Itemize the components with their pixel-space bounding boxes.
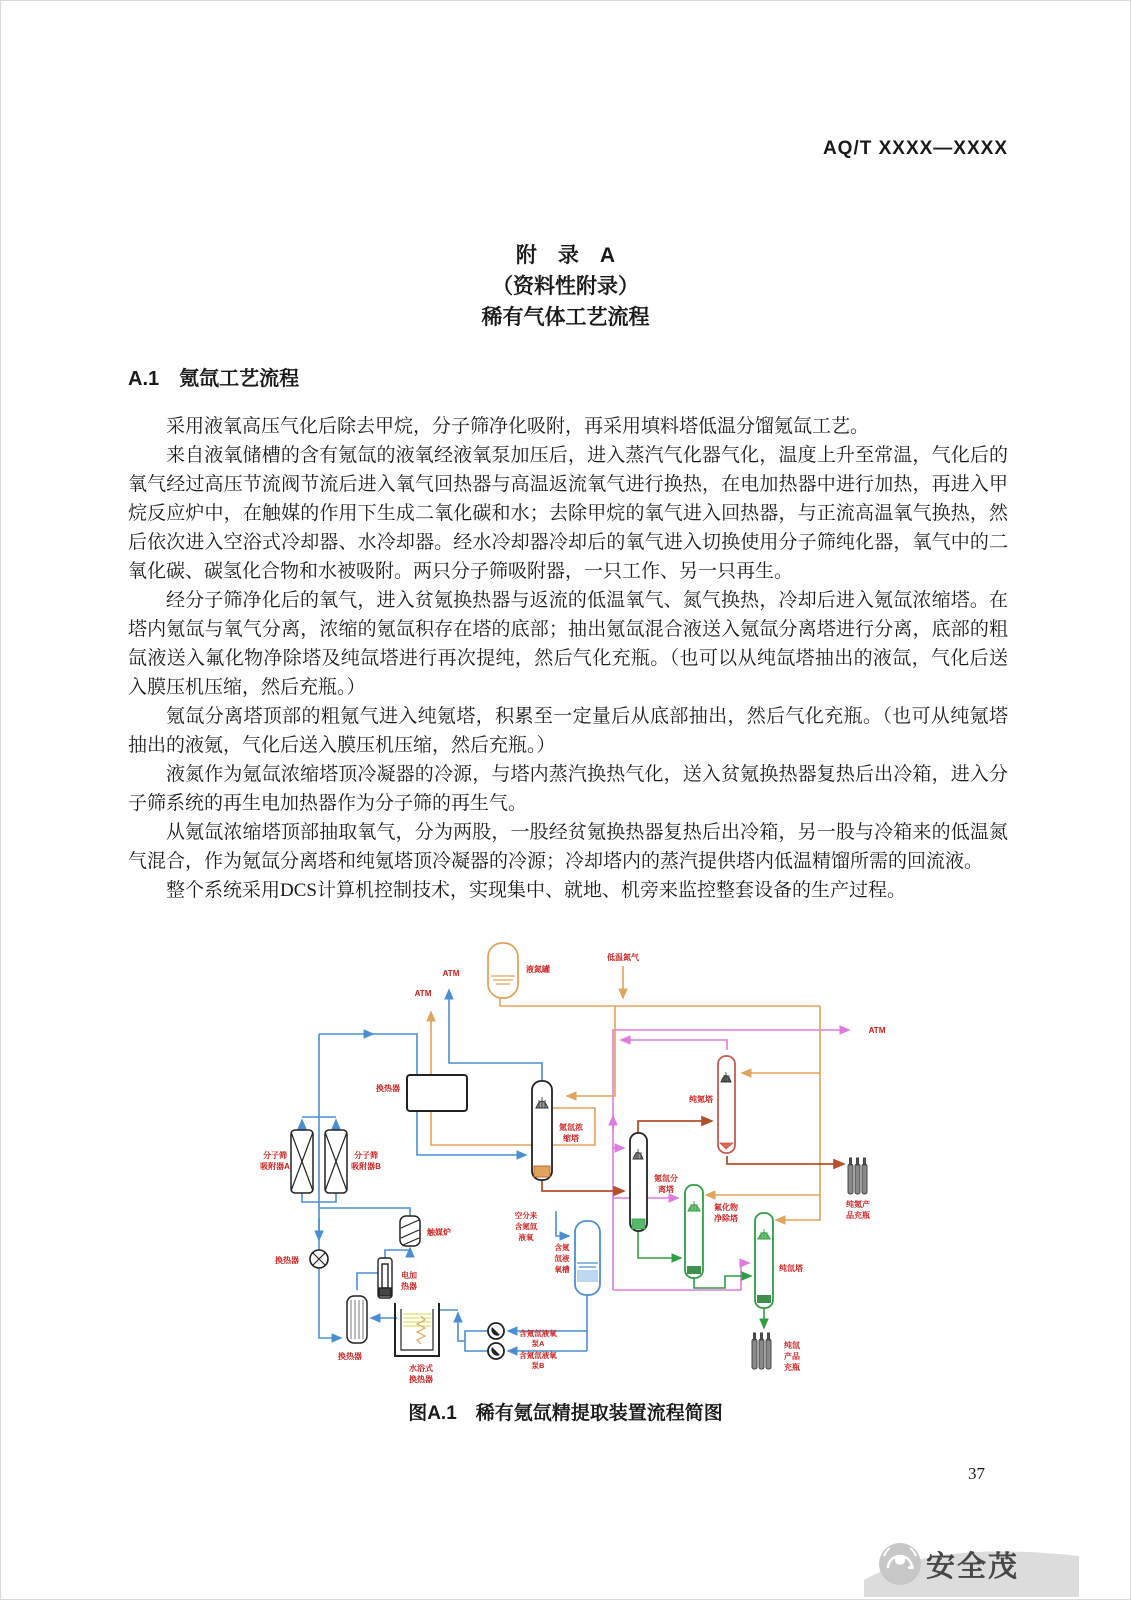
body-text [128,412,1008,905]
appendix-title-line2: （资料性附录） [492,275,639,298]
lox-tank-label2: 氙液 [554,1254,570,1263]
liquid-oxygen-pump-a [488,1323,504,1339]
brand-name: 安全茂 [926,1551,1020,1583]
pump-a-label2: 泵A [531,1339,545,1348]
fluoride-column-label: 氟化物 [714,1203,738,1212]
pump-b-label2: 泵B [531,1361,545,1370]
feed-label: 空分来 [514,1211,538,1220]
paragraph: 采用液氧高压气化后除去甲烷，分子筛净化吸附，再采用填料塔低温分馏氪氙工艺。 [166,416,870,437]
molecular-sieve-adsorber-a [291,1130,313,1193]
paragraph: 整个系统采用DCS计算机控制技术，实现集中、就地、机旁来监控整套设备的生产过程。 [166,880,906,901]
feed-label3: 液氧 [518,1233,534,1242]
catalyst-furnace-label: 触媒炉 [427,1228,451,1237]
ms-adsorber-a-label: 分子筛 [263,1151,287,1160]
pure-xenon-column [755,1213,773,1308]
liquid-nitrogen-tank-label: 液氮罐 [526,965,550,974]
main-heat-exchanger [407,1075,467,1111]
liquid-nitrogen-tank [488,943,518,998]
appendix-title-line1: 附 录 A [515,244,616,267]
appendix-title [0,240,1131,333]
paragraph: 从氪氙浓缩塔顶部抽取氧气，分为两股，一股经贫氪换热器复热后出冷箱，另一股与冷箱来的低温氮气混合，作为氪氙分离塔和纯氪塔顶冷凝器的冷源；冷却塔内的蒸汽提供塔内低温精馏所需的回流液。 [128,822,1008,872]
concentration-column-label2: 缩塔 [563,1134,579,1143]
separation-column-label: 氪氙分 [654,1174,678,1183]
air-cooler-label: 换热器 [275,1256,299,1265]
cold-nitrogen-label: 低温氮气 [607,953,639,962]
xenon-product-bottles [752,1333,771,1369]
atm-left-label: ATM [414,989,432,998]
electric-heater-label2: 热器 [401,1282,417,1291]
kr-xe-concentration-column [532,1081,552,1180]
appendix-title-line3: 稀有气体工艺流程 [481,306,650,329]
pure-krypton-column [718,1056,735,1153]
krypton-product-label2: 品充瓶 [846,1211,870,1220]
section-heading: A.1 氪氙工艺流程 [128,368,300,390]
atm-mid-label: ATM [442,969,460,978]
pure-krypton-column-label: 纯氪塔 [689,1095,713,1104]
feed-label2: 含氪氙 [514,1222,538,1231]
main-heat-exchanger-label: 换热器 [376,1084,400,1093]
page-number: 37 [968,1464,985,1483]
concentration-column-label: 氪氙浓 [559,1123,583,1132]
liquid-oxygen-pump-b [488,1343,504,1359]
molecular-sieve-adsorber-b [325,1130,347,1193]
pump-a-label: 含氪氙液氧 [519,1329,557,1338]
figure-caption: 图A.1 稀有氪氙精提取装置流程简图 [408,1403,723,1424]
paragraph: 经分子筛净化后的氧气，进入贫氪换热器与返流的低温氧气、氮气换热，冷却后进入氪氙浓缩塔。在塔内氪氙与氧气分离，浓缩的氪氙积存在塔的底部；抽出氪氙混合液送入氪氙分离塔进行分离，底部的粗氙液送入氟化物净除塔及纯氙塔进行再次提纯，然后气化充瓶。（也可以从纯氙塔抽出的液氙，气化后送入膜压机压缩，然后充瓶。） [128,590,1008,698]
pure-xenon-column-label: 纯氙塔 [779,1264,803,1273]
flow-diagram-svg [225,918,905,1388]
water-bath-heat-exchanger [395,1303,439,1356]
doc-code: AQ/T XXXX—XXXX [822,138,1008,159]
catalyst-furnace [400,1216,420,1246]
ms-adsorber-b-label2: 吸附器B [351,1162,381,1171]
electric-heater-label: 电加 [401,1271,417,1280]
kr-xe-liquid-oxygen-tank [575,1221,600,1295]
electric-heater [378,1258,392,1298]
fluoride-removal-column [685,1185,703,1278]
orange-nitrogen-lines [431,966,820,1220]
watermark [864,1522,1079,1597]
lox-tank-label3: 氧槽 [554,1265,570,1274]
kr-xe-separation-column [630,1133,647,1231]
lox-tank-label: 含氪 [554,1243,570,1252]
water-bath-label2: 换热器 [409,1375,433,1384]
fluoride-column-label2: 净除塔 [714,1214,738,1223]
separation-column-label2: 离塔 [658,1185,674,1194]
process-flow-diagram [225,918,905,1388]
atm-right-label: ATM [868,1026,886,1035]
krypton-product-bottles [848,1158,867,1194]
paragraph: 来自液氧储槽的含有氪氙的液氧经液氧泵加压后，进入蒸汽气化器气化，温度上升至常温，气化后的氧气经过高压节流阀节流后进入氧气回热器与高温返流氧气进行换热，在电加热器中进行加热，再进入甲烷反应炉中，在触媒的作用下生成二氧化碳和水；去除甲烷的氧气进入回热器，与正流高温氧气换热，然后依次进入空浴式冷却器、水冷却器。经水冷却器冷却后的氧气进入切换使用分子筛纯化器，氧气中的二氧化碳、碳氢化合物和水被吸附。两只分子筛吸附器，一只工作、另一只再生。 [128,445,1008,582]
shell-tube-hx-label: 换热器 [338,1352,362,1361]
air-cooler [310,1250,328,1268]
krypton-product-label: 纯氪产 [846,1200,870,1209]
xenon-product-label2: 产品 [784,1352,800,1361]
ms-adsorber-a-label2: 吸附器A [260,1162,290,1171]
xenon-product-label: 纯氙 [784,1341,800,1350]
ms-adsorber-b-label: 分子筛 [354,1151,378,1160]
water-bath-label: 水浴式 [409,1364,433,1373]
shell-tube-heat-exchanger [347,1296,367,1343]
brown-krypton-xenon-lines [542,1121,844,1191]
xenon-product-label3: 充瓶 [784,1363,800,1372]
paragraph: 氪氙分离塔顶部的粗氪气进入纯氪塔，积累至一定量后从底部抽出，然后气化充瓶。（也可从纯氪塔抽出的液氪，气化后送入膜压机压缩，然后充瓶。） [128,706,1008,756]
pump-b-label: 含氪氙液氧 [519,1351,557,1360]
paragraph: 液氮作为氪氙浓缩塔顶冷凝器的冷源，与塔内蒸汽换热气化，送入贫氪换热器复热后出冷箱，进入分子筛系统的再生电加热器作为分子筛的再生气。 [128,764,1008,814]
